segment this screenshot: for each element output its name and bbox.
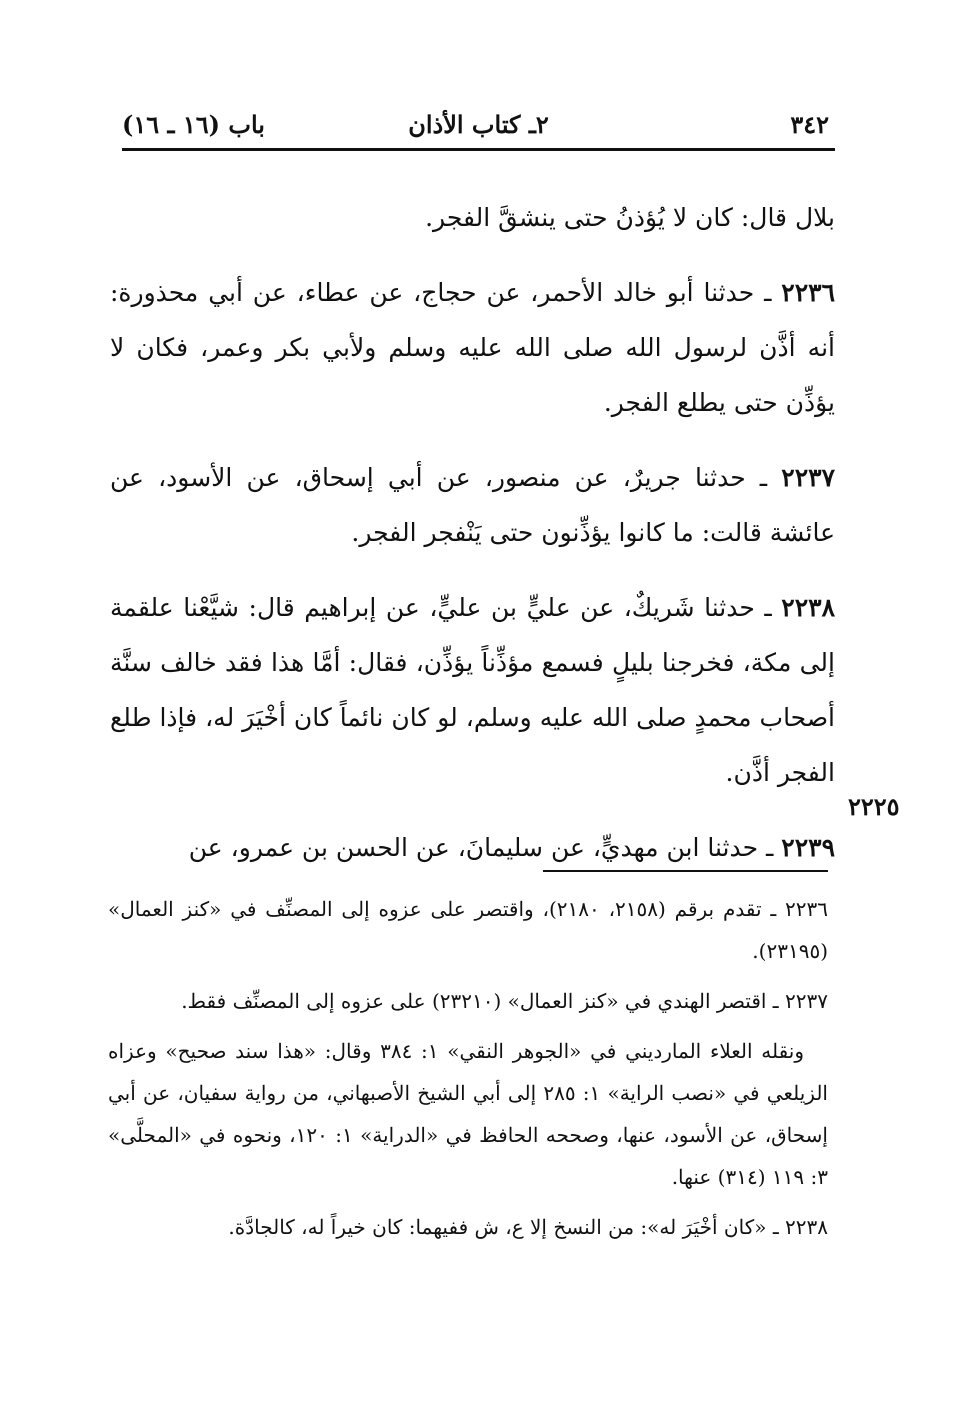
hadith-paragraph [110, 820, 835, 875]
main-text [110, 190, 835, 895]
footnote: ونقله العلاء المارديني في «الجوهر النقي» ١: ٣٨٤ وقال: «هذا سند صحيح» وعزاه الزيلعي في «نصب الراية» ١: ٢٨٥ إلى أبي الشيخ الأصبهاني، من رواية سفيان، عن أبي إسحاق، عن الأسود، عنها، وصححه الحافظ في «الدراية» ١: ١٢٠، ونحوه في «المحلَّى» ٣: ١١٩ (٣١٤) عنها. [108, 1039, 828, 1189]
footnote: ٢٢٣٦ ـ تقدم برقم (٢١٥٨، ٢١٨٠)، واقتصر على عزوه إلى المصنِّف في «كنز العمال» (٢٣١٩٥). [108, 897, 828, 963]
hadith-text: ـ حدثنا جريرٌ، عن منصور، عن أبي إسحاق، عن الأسود، عن عائشة قالت: ما كانوا يؤذِّنون حتى يَنْفجر الفجر. [110, 463, 835, 547]
footnote-divider [543, 870, 828, 872]
hadith-text: ـ حدثنا شَريكٌ، عن عليٍّ بن عليٍّ، عن إبراهيم قال: شيَّعْنا علقمة إلى مكة، فخرجنا بليلٍ فسمع مؤذِّناً يؤذِّن، فقال: أمَّا هذا فقد خالف سنَّة أصحاب محمدٍ صلى الله عليه وسلم، لو كان نائماً كان أخْيَرَ له، فإذا طلع الفجر أذَّن. [110, 593, 835, 787]
hadith-paragraph [110, 265, 835, 430]
hadith-paragraph [110, 450, 835, 560]
hadith-number: ٢٢٣٦ [781, 278, 835, 307]
footnote: ٢٢٣٨ ـ «كان أخْيَرَ له»: من النسخ إلا ع، ش ففيهما: كان خيراً له، كالجادَّة. [228, 1215, 828, 1239]
hadith-paragraph [110, 580, 835, 800]
footnotes [108, 888, 828, 1256]
hadith-text: ـ حدثنا ابن مهديٍّ، عن سليمانَ، عن الحسن بن عمرو، عن [188, 833, 774, 862]
intro-paragraph: بلال قال: كان لا يُؤذنُ حتى ينشقَّ الفجر. [425, 203, 835, 232]
footnote: ٢٢٣٧ ـ اقتصر الهندي في «كنز العمال» (٢٣٢١٠) على عزوه إلى المصنِّف فقط. [181, 989, 828, 1013]
chapter-reference: باب (١٦ ـ ١٦) [122, 110, 265, 139]
page-number: ٣٤٢ [790, 110, 829, 139]
hadith-number: ٢٢٣٨ [781, 593, 835, 622]
running-header [122, 108, 835, 148]
hadith-text: ـ حدثنا أبو خالد الأحمر، عن حجاج، عن عطاء، عن أبي محذورة: أنه أذَّن لرسول الله صلى الله عليه وسلم ولأبي بكر وعمر، فكان لا يؤذِّن حتى يطلع الفجر. [110, 278, 835, 417]
hadith-number: ٢٢٣٩ [781, 833, 835, 862]
margin-hadith-reference: ٢٢٢٥ [848, 792, 900, 821]
book-title: ٢ـ كتاب الأذان [408, 110, 549, 139]
hadith-number: ٢٢٣٧ [781, 463, 835, 492]
header-divider [122, 148, 835, 151]
